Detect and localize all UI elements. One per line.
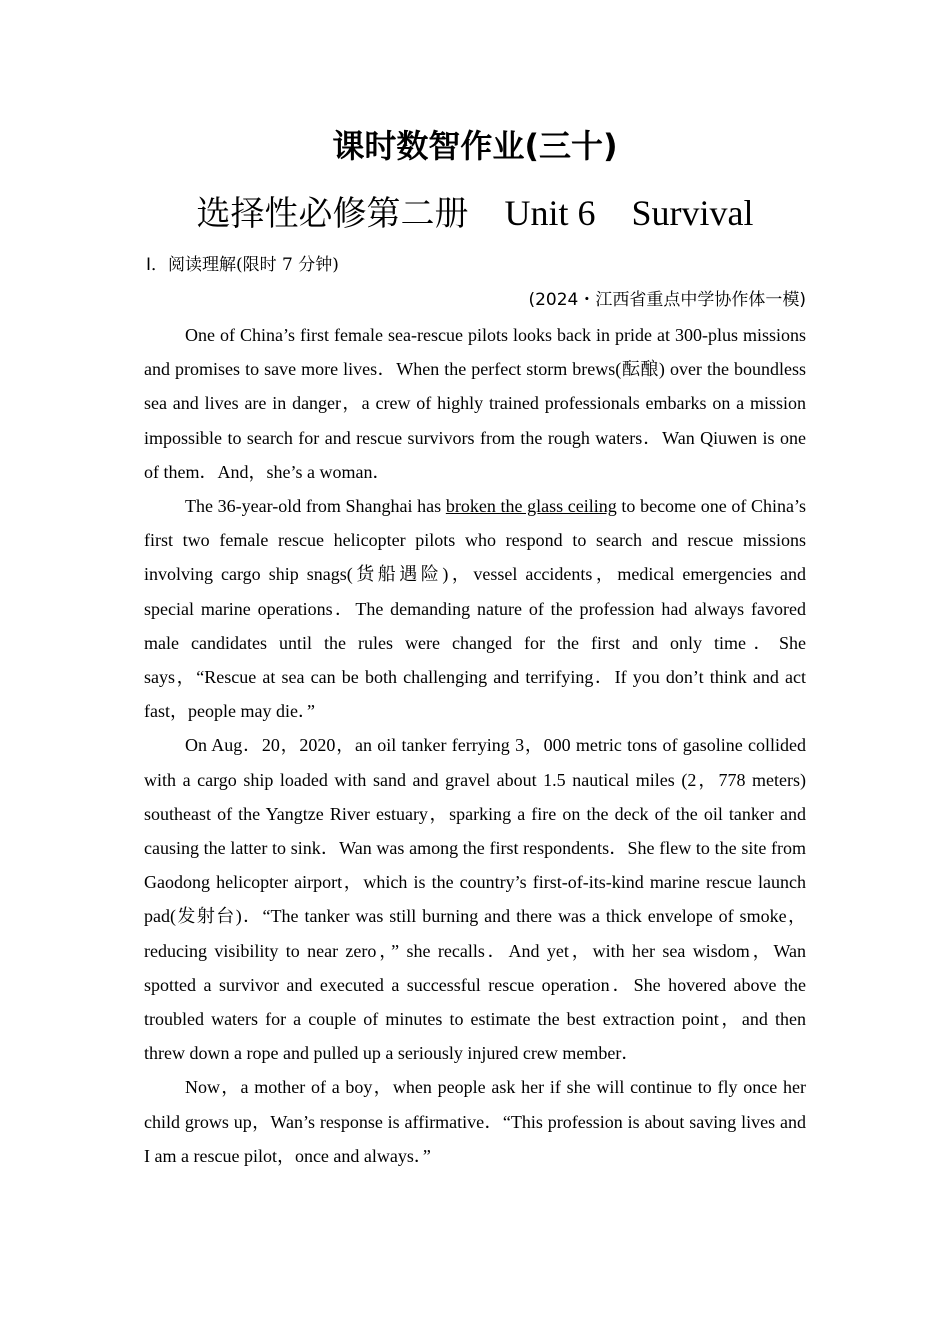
paragraph-2-before: The 36-year-old from Shanghai has bbox=[185, 496, 446, 517]
source-note: (2024・江西省重点中学协作体一模) bbox=[528, 290, 806, 310]
page-title: 课时数智作业(三十) bbox=[332, 127, 618, 165]
paragraph-3: On Aug．20，2020，an oil tanker ferrying 3，000 metric tons of gasoline collided with a cargo ship loaded with sand and gravel about 1.5 nautical miles (2，778 meters) southeast of the Yangtze River estuary，sparking a fire on the deck of the oil tanker and causing the latter to sink．Wan was among the first respondents．She flew to the site from Gaodong helicopter airport，which is the country’s first-of-its-kind marine rescue launch pad(发射台)．“The tanker was still burning and there was a thick envelope of smoke，reducing visibility to near zero，” she recalls．And yet，with her sea wisdom，Wan spotted a survivor and executed a successful rescue operation．She hovered above the troubled waters for a couple of minutes to estimate the best extraction point，and then threw down a rope and pulled up a seriously injured crew member． bbox=[144, 735, 806, 1064]
subtitle-topic: Survival bbox=[631, 193, 754, 233]
subtitle-unit: Unit 6 bbox=[504, 193, 596, 233]
paragraph-1: One of China’s first female sea-rescue pilots looks back in pride at 300-plus missions and promises to save more lives．When the perfect storm brews(酝酿) over the boundless sea and lives are in danger，a crew of highly trained professionals embarks on a mission impossible to search for and rescue survivors from the rough waters．Wan Qiuwen is one of them．And，she’s a woman． bbox=[144, 325, 806, 482]
subtitle-cn: 选择性必修第二册 bbox=[196, 194, 469, 234]
section-label: Ⅰ．阅读理解 bbox=[146, 255, 237, 275]
paragraph-4: Now，a mother of a boy，when people ask her if she will continue to fly once her child grows up，Wan’s response is affirmative．“This profession is about saving lives and I am a rescue pilot，once and always．” bbox=[144, 1077, 806, 1166]
page-subtitle bbox=[0, 190, 950, 237]
reading-passage bbox=[144, 318, 806, 1173]
section-heading bbox=[146, 252, 339, 278]
section-note: (限时 7 分钟) bbox=[236, 255, 339, 275]
underlined-phrase: broken the glass ceiling bbox=[445, 496, 617, 517]
paragraph-2-after: to become one of China’s first two female rescue helicopter pilots who respond to search and rescue missions involving cargo ship snags(货船遇险)，vessel accidents，medical emergencies and special marine operations．The demanding nature of the profession had always favored male candidates until the rules were changed for the first and only time．She says，“Rescue at sea can be both challenging and terrifying．If you don’t think and act fast，people may die．” bbox=[144, 496, 806, 722]
paragraph-2 bbox=[144, 489, 806, 728]
